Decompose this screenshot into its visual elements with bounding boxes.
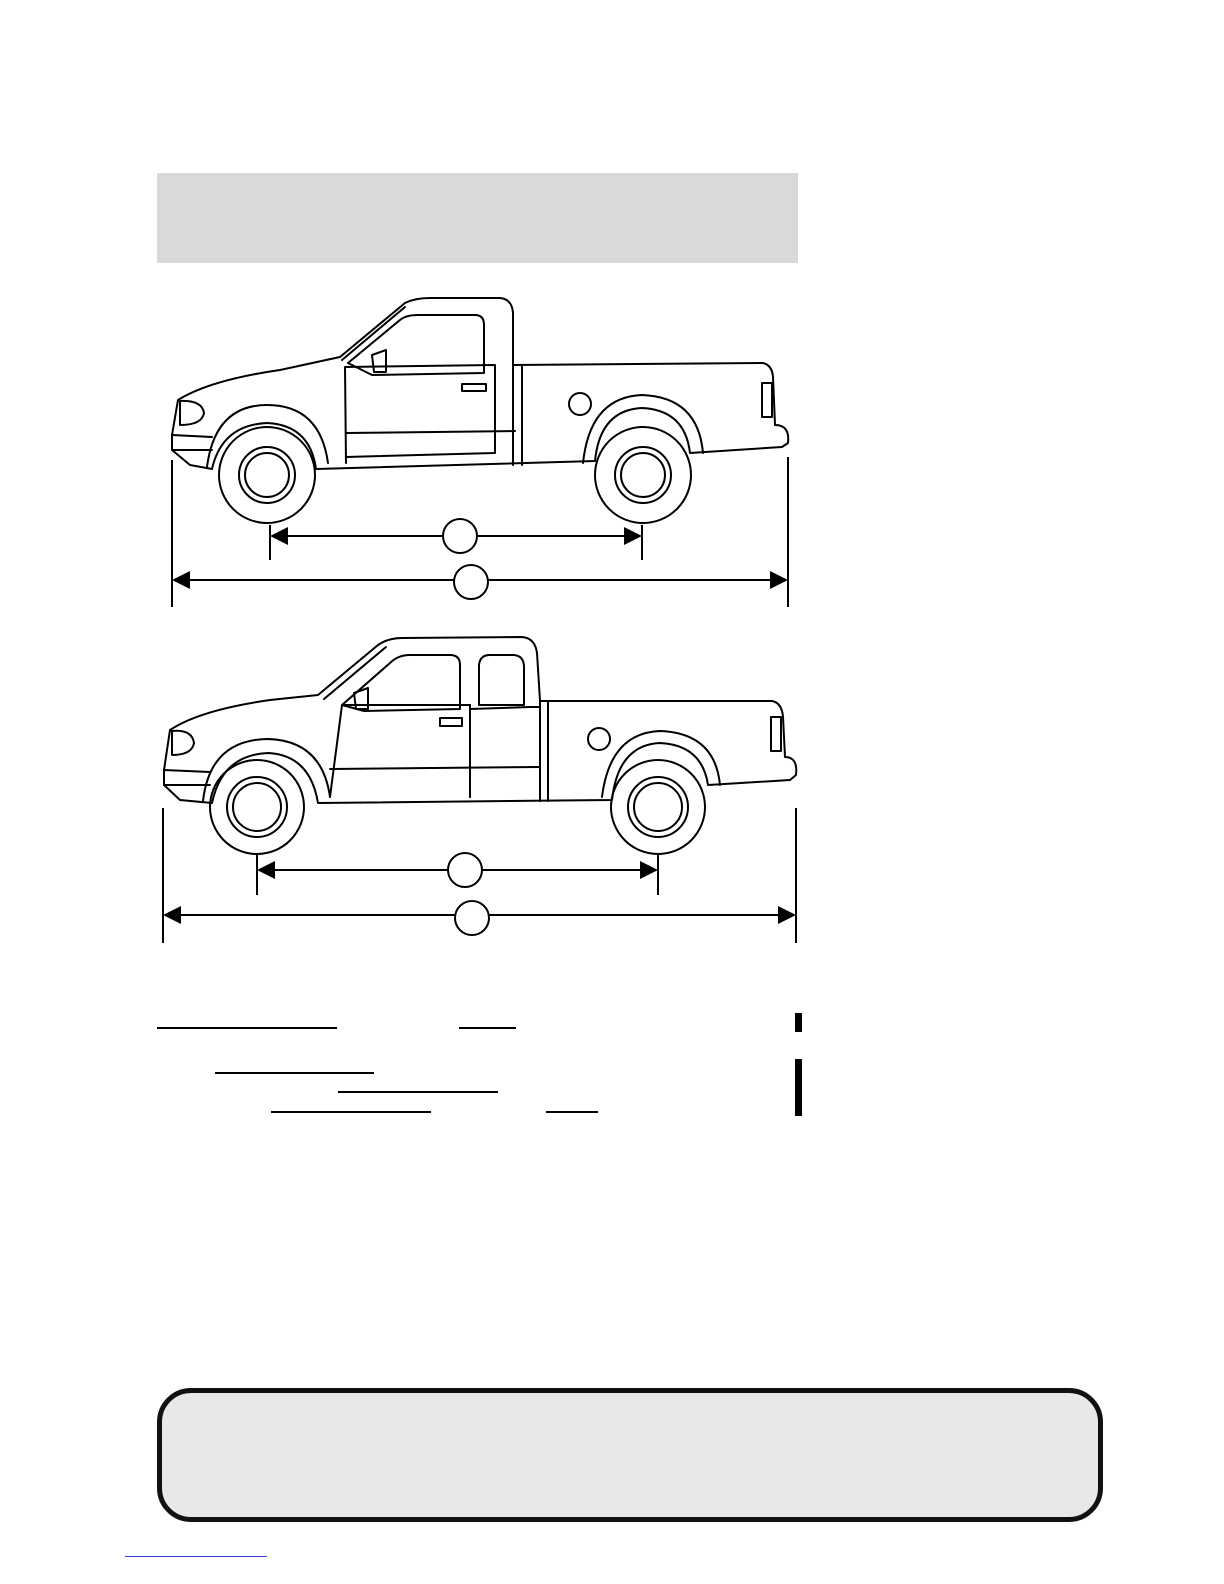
footer-link-underline[interactable] [125, 1556, 267, 1557]
headlight [172, 731, 194, 755]
front-rim [227, 777, 287, 837]
spec-rule-5 [271, 1111, 431, 1113]
length-callout-circle [455, 901, 489, 935]
tail-light [771, 717, 781, 751]
wheelbase-arrow-right [624, 527, 642, 545]
rear-wheel-arch [602, 731, 720, 797]
spec-rule-2 [459, 1027, 516, 1029]
rear-rim [628, 777, 688, 837]
rear-hub [621, 453, 665, 497]
rear-quarter-window [479, 655, 524, 705]
supercab-pickup-illustration [150, 625, 810, 950]
front-tire [219, 427, 315, 523]
windshield-line [342, 307, 405, 360]
spec-rule-6 [546, 1111, 598, 1113]
front-hub [233, 783, 281, 831]
rear-access-door [470, 705, 540, 801]
revision-change-bar [795, 1059, 802, 1116]
spec-rule-4 [338, 1091, 498, 1093]
front-rim [239, 447, 295, 503]
bed-front-edge [540, 701, 548, 801]
door-handle [440, 718, 462, 726]
bed-front-edge [513, 365, 522, 465]
cab-window [342, 655, 460, 711]
length-arrow-left [172, 571, 190, 589]
revision-change-bar [795, 1013, 802, 1032]
supercab-pickup-figure [150, 625, 810, 950]
cab-door [345, 365, 495, 463]
rear-hub [634, 783, 682, 831]
wheelbase-callout-circle [443, 519, 477, 553]
front-bumper [164, 770, 210, 785]
rear-tire [595, 427, 691, 523]
regular-cab-pickup-illustration [150, 285, 810, 615]
front-hub [245, 453, 289, 497]
length-arrow-right [770, 571, 788, 589]
section-header-bar [157, 173, 798, 263]
wheelbase-arrow-left [270, 527, 288, 545]
windshield-line [324, 647, 386, 699]
fuel-door [569, 393, 591, 415]
door-handle [462, 384, 486, 391]
regular-cab-pickup-figure [150, 285, 810, 615]
spec-rule-1 [157, 1027, 337, 1029]
front-wheel-arch [207, 405, 328, 467]
spec-rule-3 [215, 1072, 374, 1074]
rear-rim [615, 447, 671, 503]
wheelbase-arrow-left [257, 861, 275, 879]
tail-light [762, 383, 772, 417]
side-mirror [372, 350, 386, 372]
body-crease [346, 431, 515, 433]
front-wheel-arch [203, 739, 330, 801]
fuel-door [588, 728, 610, 750]
rear-tire [611, 760, 705, 854]
length-arrow-right [778, 906, 796, 924]
headlight [180, 401, 204, 425]
length-callout-circle [454, 565, 488, 599]
front-tire [210, 760, 304, 854]
wheelbase-arrow-right [640, 861, 658, 879]
body-crease [330, 767, 540, 769]
page-footer-box [157, 1388, 1103, 1522]
wheelbase-callout-circle [448, 853, 482, 887]
front-bumper [172, 435, 212, 450]
length-arrow-left [163, 906, 181, 924]
